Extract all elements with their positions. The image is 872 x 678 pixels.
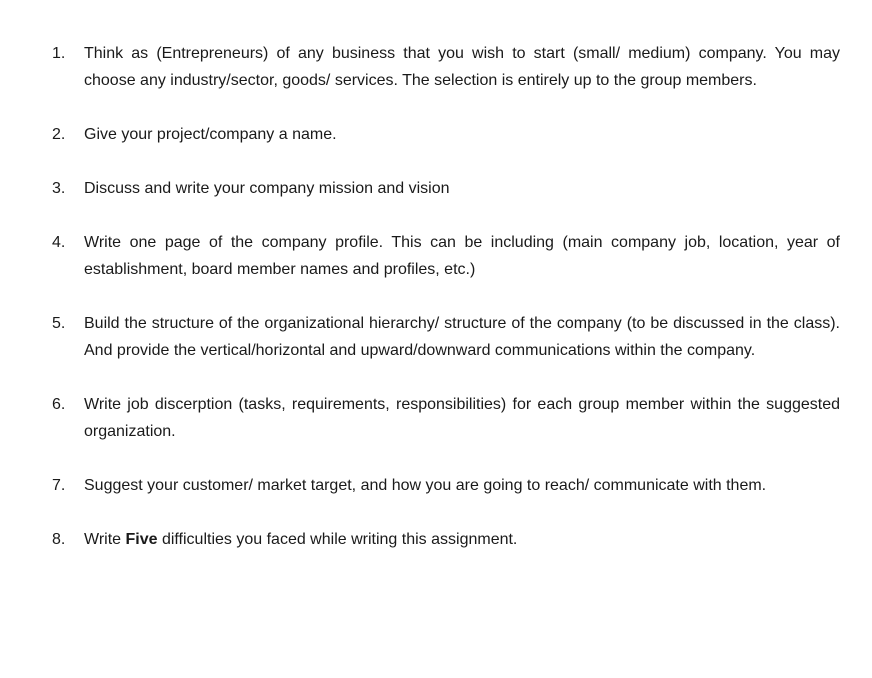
item-number: 3. [52, 180, 66, 197]
item-text: Think as (Entrepreneurs) of any business that you wish to start (small/ medium) company. You may choose any industry/sector, goods/ services. The selection is entirely up to the group members. [84, 45, 840, 89]
item-text: Give your project/company a name. [84, 126, 337, 143]
item-number: 1. [52, 45, 66, 62]
item-number: 5. [52, 315, 66, 332]
list-item-8 [52, 526, 840, 553]
item-number: 4. [52, 234, 66, 251]
list-item-1 [52, 40, 840, 94]
item-text: Write job discerption (tasks, requirements, responsibilities) for each group member within the suggested organization. [84, 396, 840, 440]
item-text-before: Write [84, 531, 126, 548]
item-text: Suggest your customer/ market target, and how you are going to reach/ communicate with them. [84, 477, 767, 494]
list-item-5 [52, 310, 840, 364]
item-text: Write one page of the company profile. This can be including (main company job, location, year of establishment, board member names and profiles, etc.) [84, 234, 840, 278]
item-number: 2. [52, 126, 66, 143]
item-text-bold: Five [125, 531, 158, 548]
list-item-6 [52, 391, 840, 445]
item-text [84, 526, 840, 553]
item-text-after: difficulties you faced while writing this assignment. [157, 531, 518, 548]
item-number: 7. [52, 477, 66, 494]
list-item-2 [52, 121, 840, 148]
item-text: Discuss and write your company mission and vision [84, 180, 450, 197]
assignment-list [52, 40, 840, 553]
item-number: 8. [52, 531, 66, 548]
list-item-7 [52, 472, 840, 499]
list-item-4 [52, 229, 840, 283]
item-number: 6. [52, 396, 66, 413]
item-text: Build the structure of the organizational hierarchy/ structure of the company (to be discussed in the class). And provide the vertical/horizontal and upward/downward communications within the company. [84, 315, 840, 359]
list-item-3 [52, 175, 840, 202]
